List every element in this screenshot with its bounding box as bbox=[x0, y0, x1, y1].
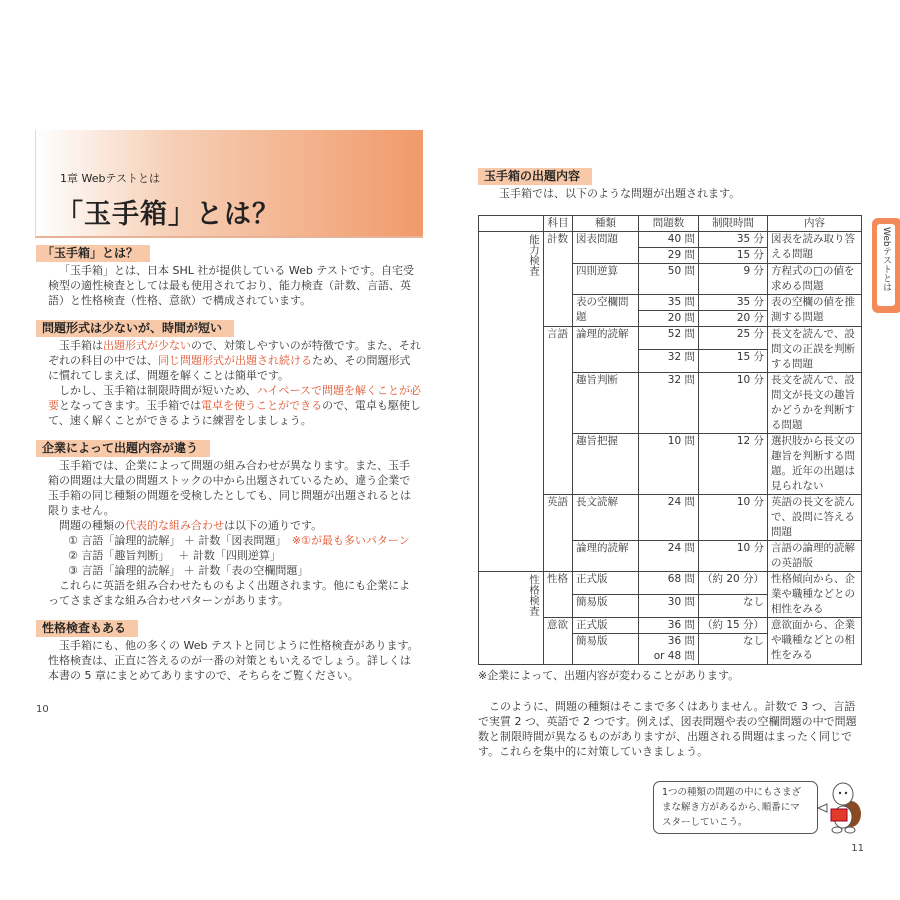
count-cell: 10 問 bbox=[639, 434, 699, 495]
paragraph bbox=[36, 383, 421, 428]
group-cell: 能力検査 bbox=[479, 232, 544, 572]
time-cell: 35 分 bbox=[699, 232, 768, 248]
right-page bbox=[450, 0, 900, 900]
count-cell: 30 問 bbox=[639, 595, 699, 618]
time-cell: 15 分 bbox=[699, 248, 768, 264]
text: ため、その問題形式に慣れてしまえば、問題を解くことは簡単です。 bbox=[48, 354, 411, 382]
text: 玉手箱は bbox=[59, 339, 103, 352]
table-note: ※企業によって、出題内容が変わることがあります。 bbox=[478, 669, 740, 682]
paragraph: 「玉手箱」とは、日本 SHL 社が提供している Web テストです。自宅受検型の適性検査としては最も使用されており、能力検査（計数、言語、英語）と性格検査（性格、意欲）で構成されています。 bbox=[48, 264, 415, 307]
text: ので、対策しやすいのが特徴です。また、それぞれの科目の中では、 bbox=[48, 339, 421, 367]
type-cell: 表の空欄問題 bbox=[573, 295, 639, 327]
type-cell: 長文読解 bbox=[573, 495, 639, 541]
table-header-row bbox=[479, 216, 862, 232]
paragraph: 玉手箱では、以下のような問題が出題されます。 bbox=[499, 187, 741, 200]
time-cell: 9 分 bbox=[699, 264, 768, 295]
list-item bbox=[36, 533, 421, 548]
page-title: 「玉手箱」とは？ bbox=[56, 199, 280, 230]
text: しかし、玉手箱は制限時間が短いため、 bbox=[59, 384, 257, 397]
paragraph: これらに英語を組み合わせたものもよく出題されます。他にも企業によってさまざまな組み合わせパターンがあります。 bbox=[48, 579, 411, 607]
section-company bbox=[36, 440, 421, 608]
count-cell: 40 問 bbox=[639, 232, 699, 248]
type-cell: 図表問題 bbox=[573, 232, 639, 264]
section-personality bbox=[36, 620, 421, 683]
count-text: or 48 問 bbox=[653, 650, 695, 662]
desc-cell: 言語の論理的読解の英語版 bbox=[768, 541, 862, 572]
list-item: ③ 言語「論理的読解」 ＋ 計数「表の空欄問題」 bbox=[68, 564, 309, 577]
desc-cell: 方程式の□の値を求める問題 bbox=[768, 264, 862, 295]
paragraph bbox=[36, 338, 421, 383]
side-tab-label: Webテストとは bbox=[877, 224, 895, 306]
count-cell: 68 問 bbox=[639, 572, 699, 595]
time-cell: 25 分 bbox=[699, 327, 768, 350]
section-heading: 性格検査もある bbox=[36, 620, 138, 637]
time-cell: なし bbox=[699, 595, 768, 618]
type-cell: 趣旨把握 bbox=[573, 434, 639, 495]
time-cell: 10 分 bbox=[699, 373, 768, 434]
desc-cell: 選択肢から長文の趣旨を判断する問題。近年の出題は見られない bbox=[768, 434, 862, 495]
desc-cell: 英語の長文を読んで、設問に答える問題 bbox=[768, 495, 862, 541]
emphasis: 電卓を使うことができる bbox=[201, 399, 323, 412]
subject-cell: 英語 bbox=[544, 495, 573, 572]
section-format bbox=[36, 320, 421, 428]
header-cell: 科目 bbox=[544, 216, 573, 232]
list-item: ② 言語「趣旨判断」 ＋ 計数「四則逆算」 bbox=[68, 549, 281, 562]
mascot-row bbox=[478, 781, 864, 834]
time-cell: 10 分 bbox=[699, 495, 768, 541]
desc-cell: 表の空欄の値を推測する問題 bbox=[768, 295, 862, 327]
table-row bbox=[479, 232, 862, 248]
emphasis: 出題形式が少ない bbox=[103, 339, 191, 352]
count-cell bbox=[639, 634, 699, 665]
header-cell: 種類 bbox=[573, 216, 639, 232]
section-what-is bbox=[36, 245, 421, 308]
time-cell: 15 分 bbox=[699, 350, 768, 373]
header-cell: 内容 bbox=[768, 216, 862, 232]
emphasis: 同じ問題形式が出題され続ける bbox=[158, 354, 312, 367]
question-table bbox=[478, 215, 862, 665]
count-cell: 32 問 bbox=[639, 350, 699, 373]
time-cell: なし bbox=[699, 634, 768, 665]
left-column bbox=[36, 245, 421, 717]
emphasis: 代表的な組み合わせ bbox=[125, 519, 224, 532]
desc-cell: 長文を読んで、設問文が長文の趣旨かどうかを判断する問題 bbox=[768, 373, 862, 434]
subject-cell: 意欲 bbox=[544, 618, 573, 665]
count-cell: 24 問 bbox=[639, 541, 699, 572]
section-heading: 「玉手箱」とは？ bbox=[36, 245, 150, 262]
desc-cell: 意欲面から、企業や職種などとの相性をみる bbox=[768, 618, 862, 665]
count-cell: 35 問 bbox=[639, 295, 699, 311]
emphasis: ※①が最も多いパターン bbox=[291, 534, 410, 547]
group-cell: 性格検査 bbox=[479, 572, 544, 665]
time-cell: 35 分 bbox=[699, 295, 768, 311]
text: 問題の種類の bbox=[59, 519, 125, 532]
type-cell: 趣旨判断 bbox=[573, 373, 639, 434]
type-cell: 論理的読解 bbox=[573, 327, 639, 373]
subject-cell: 計数 bbox=[544, 232, 573, 327]
type-cell: 正式版 bbox=[573, 572, 639, 595]
type-cell: 簡易版 bbox=[573, 595, 639, 618]
text: ので、電卓も駆使して、速く解くことができるように練習をしましょう。 bbox=[48, 399, 421, 427]
section-heading: 問題形式は少ないが、時間が短い bbox=[36, 320, 234, 337]
section-heading: 企業によって出題内容が違う bbox=[36, 440, 210, 457]
header-cell bbox=[479, 216, 544, 232]
chapter-label: 1章 Webテストとは bbox=[60, 172, 161, 185]
paragraph: 玉手箱では、企業によって問題の組み合わせが異なります。また、玉手箱の問題は大量の問題ストックの中から出題されているため、違う企業で玉手箱の同じ種類の問題を受検したとしても、同じ問題が出題されるとは限りません。 bbox=[48, 459, 411, 517]
time-cell: （約 20 分） bbox=[699, 572, 768, 595]
type-cell: 四則逆算 bbox=[573, 264, 639, 295]
emphasis: ハイペースで問題を解くことが必要 bbox=[48, 384, 422, 412]
paragraph: このように、問題の種類はそこまで多くはありません。計数で 3 つ、言語で実質 2 つ、英語で 2 つです。例えば、図表問題や表の空欄問題の中で問題数と制限時間が異なるものがありますが、出題される問題はまったく同じです。これらを集中的に対策していきましょう。 bbox=[478, 700, 857, 758]
paragraph: 玉手箱にも、他の多くの Web テストと同じように性格検査があります。性格検査は、正直に答えるのが一番の対策ともいえるでしょう。詳しくは本書の 5 章にまとめてありますので、そちらをご覧ください。 bbox=[48, 639, 419, 682]
time-cell: 12 分 bbox=[699, 434, 768, 495]
time-cell: （約 15 分） bbox=[699, 618, 768, 634]
count-cell: 32 問 bbox=[639, 373, 699, 434]
desc-cell: 長文を読んで、設問文の正誤を判断する問題 bbox=[768, 327, 862, 373]
count-cell: 29 問 bbox=[639, 248, 699, 264]
count-cell: 20 問 bbox=[639, 311, 699, 327]
header-cell: 問題数 bbox=[639, 216, 699, 232]
section-heading: 玉手箱の出題内容 bbox=[478, 168, 592, 185]
paragraph bbox=[36, 518, 421, 533]
table-row bbox=[479, 572, 862, 595]
text: は以下の通りです。 bbox=[224, 519, 323, 532]
subject-cell: 性格 bbox=[544, 572, 573, 618]
page-number: 11 bbox=[851, 843, 864, 854]
speech-bubble: 1つの種類の問題の中にもさまざまな解き方があるから､順番にマスターしていこう。 bbox=[653, 781, 818, 834]
type-cell: 論理的読解 bbox=[573, 541, 639, 572]
subject-cell: 言語 bbox=[544, 327, 573, 495]
desc-cell: 図表を読み取り答える問題 bbox=[768, 232, 862, 264]
time-cell: 10 分 bbox=[699, 541, 768, 572]
desc-cell: 性格傾向から、企業や職種などとの相性をみる bbox=[768, 572, 862, 618]
type-cell: 正式版 bbox=[573, 618, 639, 634]
side-tab-web-test[interactable] bbox=[872, 218, 900, 313]
chapter-header bbox=[35, 130, 423, 238]
section-content bbox=[478, 168, 864, 201]
section-summary bbox=[478, 699, 864, 759]
text: ① 言語「論理的読解」 ＋ 計数「図表問題」 bbox=[68, 534, 281, 547]
right-column bbox=[478, 168, 864, 856]
count-text: 36 問 bbox=[667, 635, 695, 647]
count-cell: 36 問 bbox=[639, 618, 699, 634]
header-cell: 制限時間 bbox=[699, 216, 768, 232]
time-cell: 20 分 bbox=[699, 311, 768, 327]
count-cell: 24 問 bbox=[639, 495, 699, 541]
page-number: 10 bbox=[36, 704, 49, 715]
turtle-mascot-icon bbox=[818, 782, 864, 834]
text: となってきます。玉手箱では bbox=[59, 399, 202, 412]
count-cell: 50 問 bbox=[639, 264, 699, 295]
count-cell: 52 問 bbox=[639, 327, 699, 350]
type-cell: 簡易版 bbox=[573, 634, 639, 665]
